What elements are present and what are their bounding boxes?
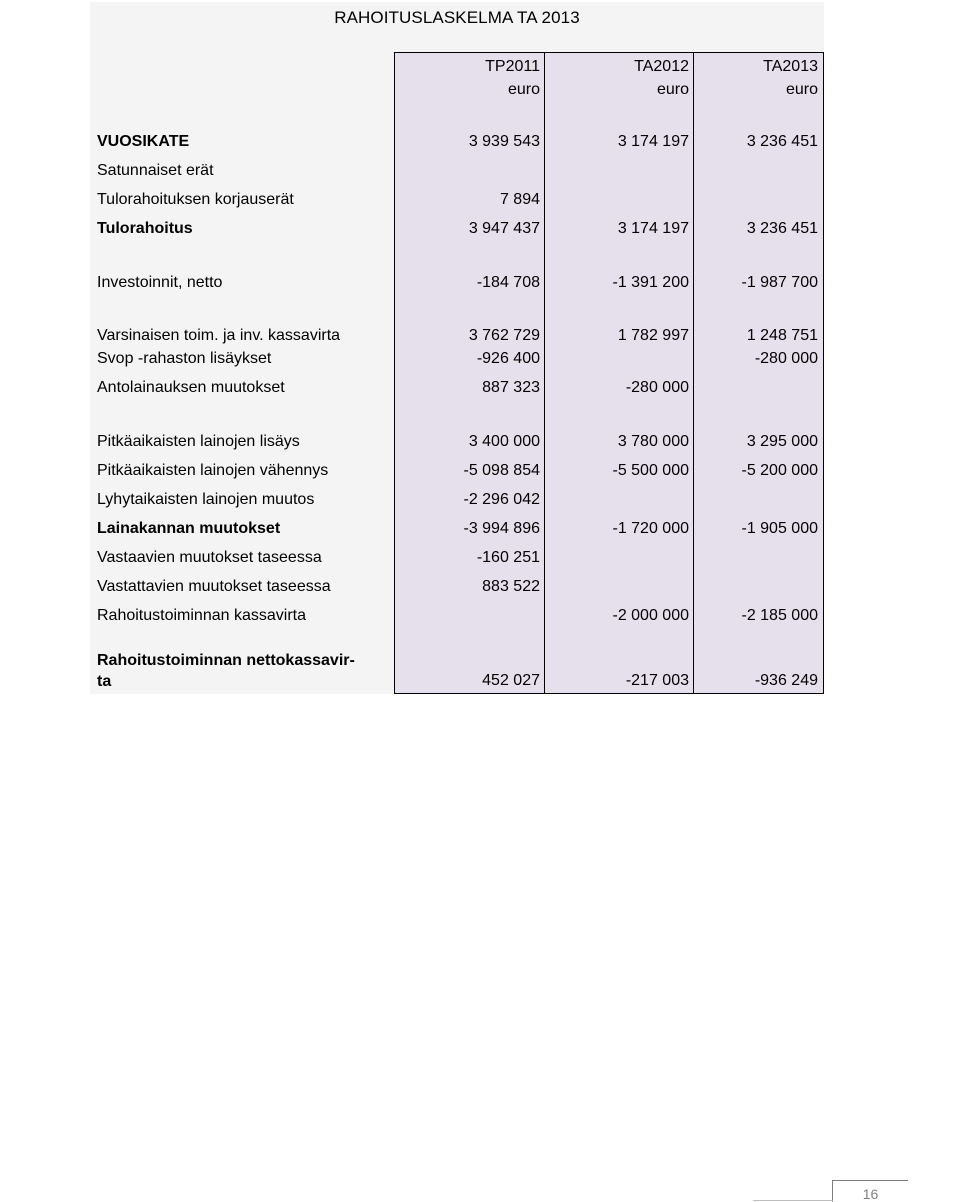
cell-tp2011: -184 708	[476, 274, 540, 291]
row-label: Varsinaisen toim. ja inv. kassavirta	[97, 327, 341, 344]
cell-ta2012: -5 500 000	[612, 462, 689, 479]
cell-ta2013: -280 000	[754, 350, 818, 367]
cell-ta2013: -1 905 000	[741, 520, 818, 537]
row-label: Pitkäaikaisten lainojen vähennys	[97, 462, 329, 479]
row-label: Tulorahoitus	[97, 220, 193, 237]
table-row	[0, 133, 960, 159]
cell-ta2012: 3 174 197	[617, 220, 689, 237]
row-label: Pitkäaikaisten lainojen lisäys	[97, 433, 300, 450]
table-row	[0, 549, 960, 575]
column-header-tp2011: TP2011	[485, 58, 540, 75]
row-label: Vastaavien muutokset taseessa	[97, 549, 322, 566]
row-label: Tulorahoituksen korjauserät	[97, 191, 294, 208]
cell-ta2013: 3 236 451	[746, 133, 818, 150]
cell-ta2013: -936 249	[754, 672, 818, 689]
cell-ta2013: -2 185 000	[741, 607, 818, 624]
column-unit-ta2012: euro	[656, 81, 689, 98]
cell-ta2012: -1 391 200	[612, 274, 689, 291]
cell-tp2011: -2 296 042	[463, 491, 540, 508]
cell-ta2013: 3 295 000	[746, 433, 818, 450]
table-row	[0, 162, 960, 188]
row-label: Svop -rahaston lisäykset	[97, 350, 272, 367]
column-header-ta2012: TA2012	[634, 58, 689, 75]
table-row	[0, 350, 960, 376]
page-title: RAHOITUSLASKELMA TA 2013	[334, 8, 580, 27]
row-label-line1: Rahoitustoiminnan nettokassavir-	[97, 652, 355, 669]
table-row	[0, 651, 960, 695]
row-label: Antolainauksen muutokset	[97, 379, 285, 396]
table-row	[0, 520, 960, 546]
row-label: Lainakannan muutokset	[97, 520, 281, 537]
cell-ta2012: 1 782 997	[617, 327, 689, 344]
cell-ta2012: -2 000 000	[612, 607, 689, 624]
row-label-line2: ta	[97, 673, 112, 690]
cell-ta2013: -5 200 000	[741, 462, 818, 479]
cell-tp2011: -926 400	[476, 350, 540, 367]
cell-ta2013: 3 236 451	[746, 220, 818, 237]
table-row	[0, 191, 960, 217]
column-header-ta2013: TA2013	[763, 58, 818, 75]
table-row	[0, 462, 960, 488]
table-row	[0, 379, 960, 405]
cell-ta2013: 1 248 751	[746, 327, 818, 344]
column-unit-ta2013: euro	[785, 81, 818, 98]
cell-tp2011: -160 251	[476, 549, 540, 566]
table-row	[0, 491, 960, 517]
cell-ta2012: 3 780 000	[617, 433, 689, 450]
cell-ta2013: -1 987 700	[741, 274, 818, 291]
column-unit-tp2011: euro	[507, 81, 540, 98]
cell-tp2011: 3 947 437	[468, 220, 540, 237]
row-label: Investoinnit, netto	[97, 274, 223, 291]
row-label: VUOSIKATE	[97, 133, 190, 150]
cell-tp2011: 7 894	[499, 191, 540, 208]
page-number: 16	[862, 1186, 879, 1202]
cell-tp2011: -5 098 854	[463, 462, 540, 479]
cell-tp2011: -3 994 896	[463, 520, 540, 537]
cell-tp2011: 887 323	[482, 379, 540, 396]
row-label: Rahoitustoiminnan kassavirta	[97, 607, 306, 624]
cell-tp2011: 452 027	[482, 672, 540, 689]
cell-ta2012: -217 003	[625, 672, 689, 689]
row-label: Lyhytaikaisten lainojen muutos	[97, 491, 315, 508]
table-row	[0, 607, 960, 633]
table-row	[0, 274, 960, 300]
table-row	[0, 578, 960, 604]
cell-tp2011: 3 939 543	[468, 133, 540, 150]
row-label: Vastattavien muutokset taseessa	[97, 578, 331, 595]
page-number-box	[832, 1180, 908, 1202]
cell-tp2011: 3 400 000	[468, 433, 540, 450]
table-row	[0, 220, 960, 246]
cell-ta2012: -1 720 000	[612, 520, 689, 537]
cell-ta2012: -280 000	[625, 379, 689, 396]
cell-tp2011: 883 522	[482, 578, 540, 595]
row-label: Satunnaiset erät	[97, 162, 214, 179]
cell-ta2012: 3 174 197	[617, 133, 689, 150]
table-row	[0, 433, 960, 459]
cell-tp2011: 3 762 729	[468, 327, 540, 344]
